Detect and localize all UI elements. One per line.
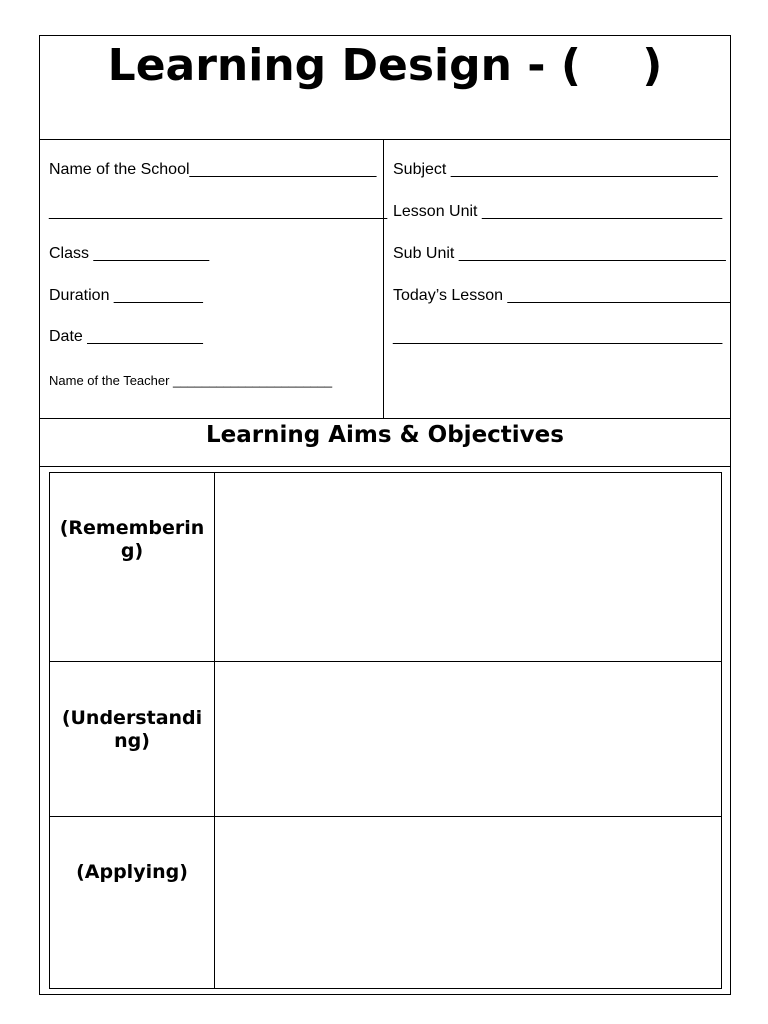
objectives-row-divider [50,816,721,817]
todays-lesson-field[interactable]: Today’s Lesson _________________________ [393,287,730,304]
applying-objective-cell[interactable] [216,818,719,987]
title-section [40,36,730,140]
page-title: Learning Design - ( ) [107,40,663,91]
subject-field[interactable]: Subject ______________________________ [393,161,718,178]
info-section [40,139,730,419]
remembering-label: (Remembering) [59,517,205,562]
class-field[interactable]: Class _____________ [49,245,210,262]
school-name-continued-field[interactable]: ______________________________________ [49,203,388,220]
sub-unit-field[interactable]: Sub Unit ______________________________ [393,245,726,262]
todays-lesson-continued-field[interactable]: _____________________________________ [393,328,723,345]
understanding-objective-cell[interactable] [216,663,719,815]
remembering-objective-cell[interactable] [216,474,719,660]
teacher-name-field[interactable]: Name of the Teacher ______________________ [49,373,333,388]
applying-label: (Applying) [76,861,188,883]
school-name-field[interactable]: Name of the School_____________________ [49,161,377,178]
column-divider [383,139,384,418]
aims-header [40,418,730,467]
duration-field[interactable]: Duration __________ [49,287,203,304]
objectives-table [49,472,722,989]
aims-title: Learning Aims & Objectives [206,422,564,448]
objectives-column-divider [214,473,215,988]
understanding-label: (Understanding) [61,707,203,752]
learning-design-form [39,35,731,995]
lesson-unit-field[interactable]: Lesson Unit ___________________________ [393,203,723,220]
date-field[interactable]: Date _____________ [49,328,203,345]
objectives-row-divider [50,661,721,662]
